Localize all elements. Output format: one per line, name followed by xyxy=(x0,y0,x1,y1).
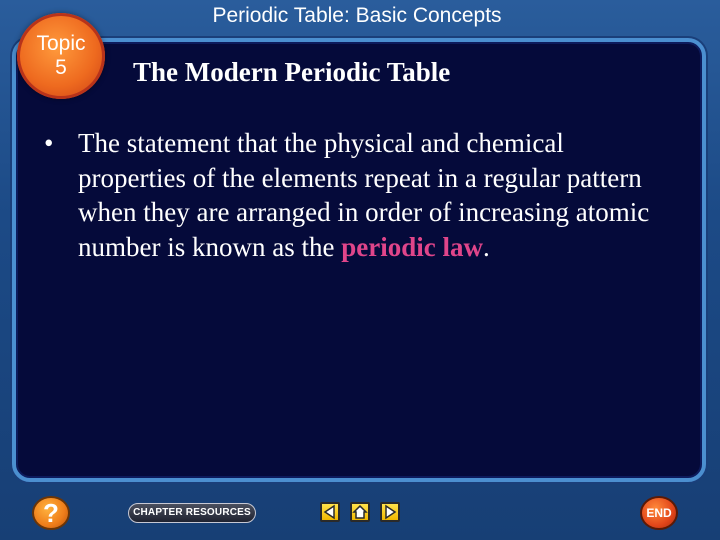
next-button[interactable] xyxy=(380,502,400,522)
home-button[interactable] xyxy=(350,502,370,522)
bullet-text xyxy=(78,126,674,264)
header-title-text: Periodic Table: Basic Concepts xyxy=(212,4,502,27)
bullet-dot: • xyxy=(44,128,54,158)
bullet-text-after: . xyxy=(482,231,490,262)
slide-title: The Modern Periodic Table xyxy=(133,57,451,87)
chapter-resources-label: CHAPTER RESOURCES xyxy=(133,507,251,518)
question-mark-icon: ? xyxy=(43,498,59,528)
header-title xyxy=(0,4,720,28)
end-label: END xyxy=(646,506,672,520)
bullet-item xyxy=(44,126,674,264)
previous-button[interactable] xyxy=(320,502,340,522)
chapter-resources-button[interactable] xyxy=(128,503,256,523)
key-term: periodic law xyxy=(341,231,483,262)
end-button[interactable] xyxy=(640,496,678,530)
topic-badge xyxy=(17,13,105,99)
triangle-right-icon xyxy=(382,504,398,520)
topic-badge-label: Topic xyxy=(36,32,86,55)
topic-badge-number: 5 xyxy=(55,56,67,79)
house-icon xyxy=(352,504,368,520)
triangle-left-icon xyxy=(322,504,338,520)
help-button[interactable] xyxy=(32,496,70,530)
bullet-text-before: The statement that the physical and chemical properties of the elements repeat in a regular pattern when they are arranged in order of increasing atomic number is known as the xyxy=(78,128,650,262)
